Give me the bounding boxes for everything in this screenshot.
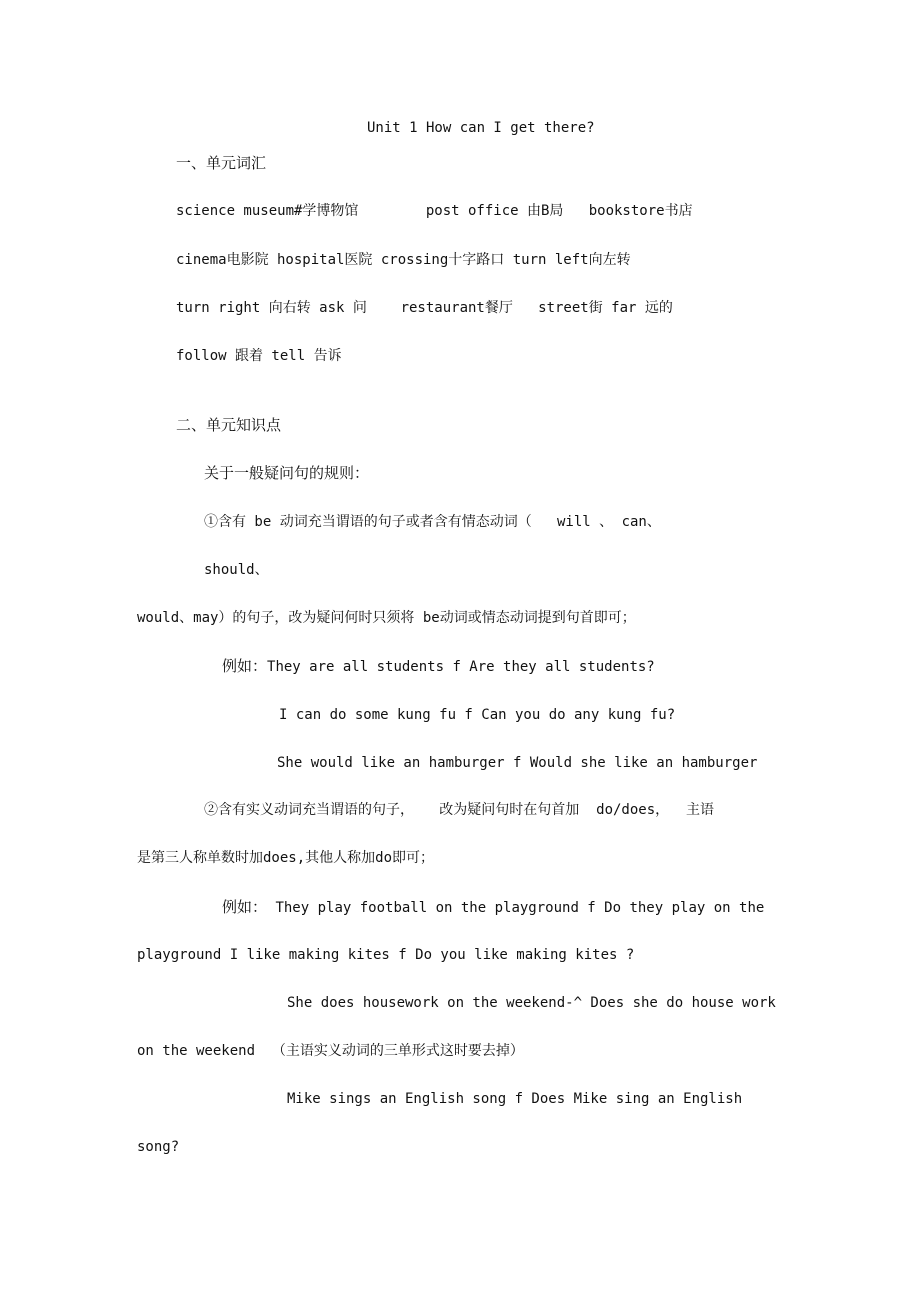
rule2-text: 是第三人称单数时加does,其他人称加do即可； bbox=[137, 850, 434, 866]
rule2-text: ②含有实义动词充当谓语的句子， 改为疑问句时在句首加 do/does， 主语 bbox=[204, 802, 715, 818]
example2-line: Mike sings an English song f Does Mike sing an English bbox=[287, 1091, 743, 1107]
example1-line: I can do some kung fu f Can you do any kung fu? bbox=[279, 707, 676, 723]
example-label: 例如： bbox=[222, 898, 268, 916]
rule1-text: would、may）的句子，改为疑问何时只须将 be动词或情态动词提到句首即可； bbox=[137, 610, 636, 626]
example-label: 例如： bbox=[222, 657, 268, 675]
rule1-text: ①含有 be 动词充当谓语的句子或者含有情态动词（ will 、 can、 bbox=[204, 514, 661, 530]
rule-intro: 关于一般疑问句的规则： bbox=[204, 464, 370, 482]
vocab-line: turn right 向右转 ask 问 restaurant餐厅 street街 far 远的 bbox=[176, 300, 673, 316]
section-heading-knowledge: 二、单元知识点 bbox=[176, 416, 282, 434]
example1-line: She would like an hamburger f Would she like an hamburger bbox=[277, 755, 758, 771]
example-sentence: They are all students f Are they all students? bbox=[267, 659, 655, 675]
vocab-line: science museum#学博物馆 post office 由B局 bookstore书店 bbox=[176, 203, 693, 219]
example2-line: playground I like making kites f Do you like making kites ? bbox=[137, 947, 635, 963]
rule1-text: should、 bbox=[204, 562, 269, 578]
example2-line: song? bbox=[137, 1139, 180, 1155]
example1-line bbox=[222, 656, 655, 677]
vocab-line: follow 跟着 tell 告诉 bbox=[176, 348, 342, 364]
section-heading-vocabulary: 一、单元词汇 bbox=[176, 154, 267, 172]
vocab-line: cinema电影院 hospital医院 crossing十字路口 turn left向左转 bbox=[176, 252, 631, 268]
example2-line: She does housework on the weekend-^ Does she do house work bbox=[287, 995, 776, 1011]
example2-line bbox=[222, 897, 764, 918]
example-sentence: They play football on the playground f Do they play on the bbox=[267, 900, 765, 916]
example2-line: on the weekend （主语实义动词的三单形式这时要去掉） bbox=[137, 1043, 524, 1059]
document-title: Unit 1 How can I get there? bbox=[367, 120, 595, 136]
